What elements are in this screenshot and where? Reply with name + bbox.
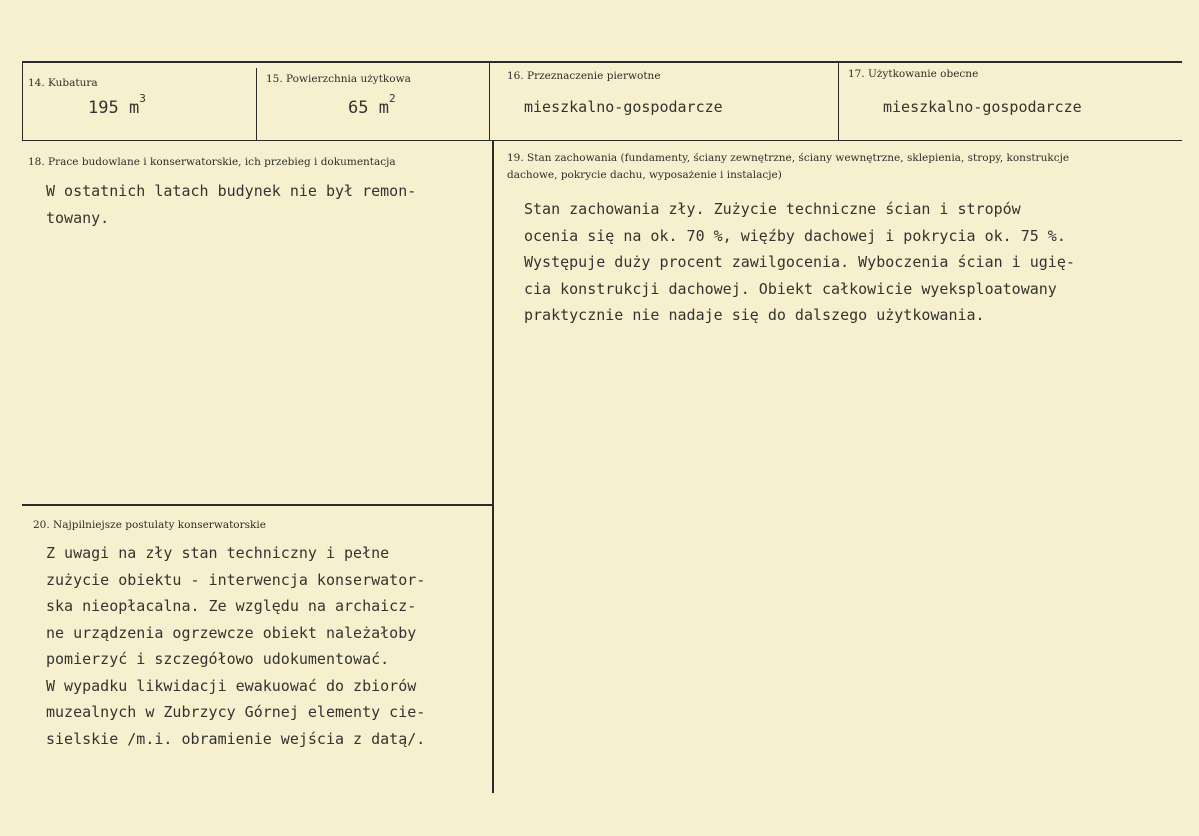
prace-label: 18. Prace budowlane i konserwatorskie, ich przebieg i dokumentacja: [28, 156, 396, 168]
left-border: [22, 61, 23, 141]
prace-text: [46, 178, 416, 231]
postulaty-line: muzealnych w Zubrzycy Górnej elementy cie-: [46, 703, 426, 721]
uzytkowanie-value: mieszkalno-gospodarcze: [883, 98, 1082, 116]
przeznaczenie-label: 16. Przeznaczenie pierwotne: [507, 70, 661, 82]
main-vertical-divider: [492, 141, 494, 793]
kubatura-label: 14. Kubatura: [28, 77, 98, 89]
postulaty-line: ne urządzenia ogrzewcze obiekt należałoby: [46, 623, 417, 642]
divider-15-16: [489, 62, 490, 141]
header-bottom-rule: [22, 140, 1182, 141]
divider-14-15: [256, 68, 257, 141]
postulaty-line: sielskie /m.i. obramienie wejścia z datą/.: [46, 729, 426, 748]
stan-line: praktycznie nie nadaje się do dalszego użytkowania.: [524, 306, 985, 324]
stan-label: 19. Stan zachowania (fundamenty, ściany zewnętrzne, ściany wewnętrzne, sklepienia, stropy, konstrukcje dachowe, pokrycie dachu, wyposażenie i instalacje): [507, 152, 1070, 181]
postulaty-line: zużycie obiektu - interwencja konserwator-: [46, 570, 426, 589]
kubatura-value: 195 $m^3$: [88, 92, 146, 118]
uzytkowanie-label: 17. Użytkowanie obecne: [848, 68, 979, 80]
stan-line: Występuje duży procent zawilgocenia. Wyboczenia ścian i ugię-: [524, 253, 1075, 271]
stan-line: Stan zachowania zły. Zużycie techniczne ścian i stropów: [524, 200, 1021, 218]
postulaty-line: pomierzyć i szczegółowo udokumentować.: [46, 650, 390, 668]
divider-16-17: [838, 62, 839, 141]
postulaty-line: ska nieopłacalna. Ze względu na archaicz-: [46, 597, 417, 615]
postulaty-line: W wypadku likwidacji ewakuować do zbiorów: [46, 676, 417, 695]
postulaty-label: 20. Najpilniejsze postulaty konserwatorskie: [33, 519, 266, 531]
postulaty-line: Z uwagi na zły stan techniczny i pełne: [46, 544, 390, 562]
powierzchnia-value: 65 $m^2$: [348, 92, 396, 118]
postulaty-text: [46, 540, 425, 752]
section-18-20-rule: [22, 504, 493, 506]
stan-text: [524, 196, 1075, 329]
prace-line: towany.: [46, 208, 110, 227]
prace-line: W ostatnich latach budynek nie był remon-: [46, 182, 417, 200]
stan-line: cia konstrukcji dachowej. Obiekt całkowicie wyeksploatowany: [524, 279, 1057, 298]
top-rule: [22, 61, 1182, 63]
powierzchnia-label: 15. Powierzchnia użytkowa: [266, 73, 411, 85]
stan-line: ocenia się na ok. 70 %, więźby dachowej i pokrycia ok. 75 %.: [524, 226, 1066, 245]
przeznaczenie-value: mieszkalno-gospodarcze: [524, 98, 723, 116]
